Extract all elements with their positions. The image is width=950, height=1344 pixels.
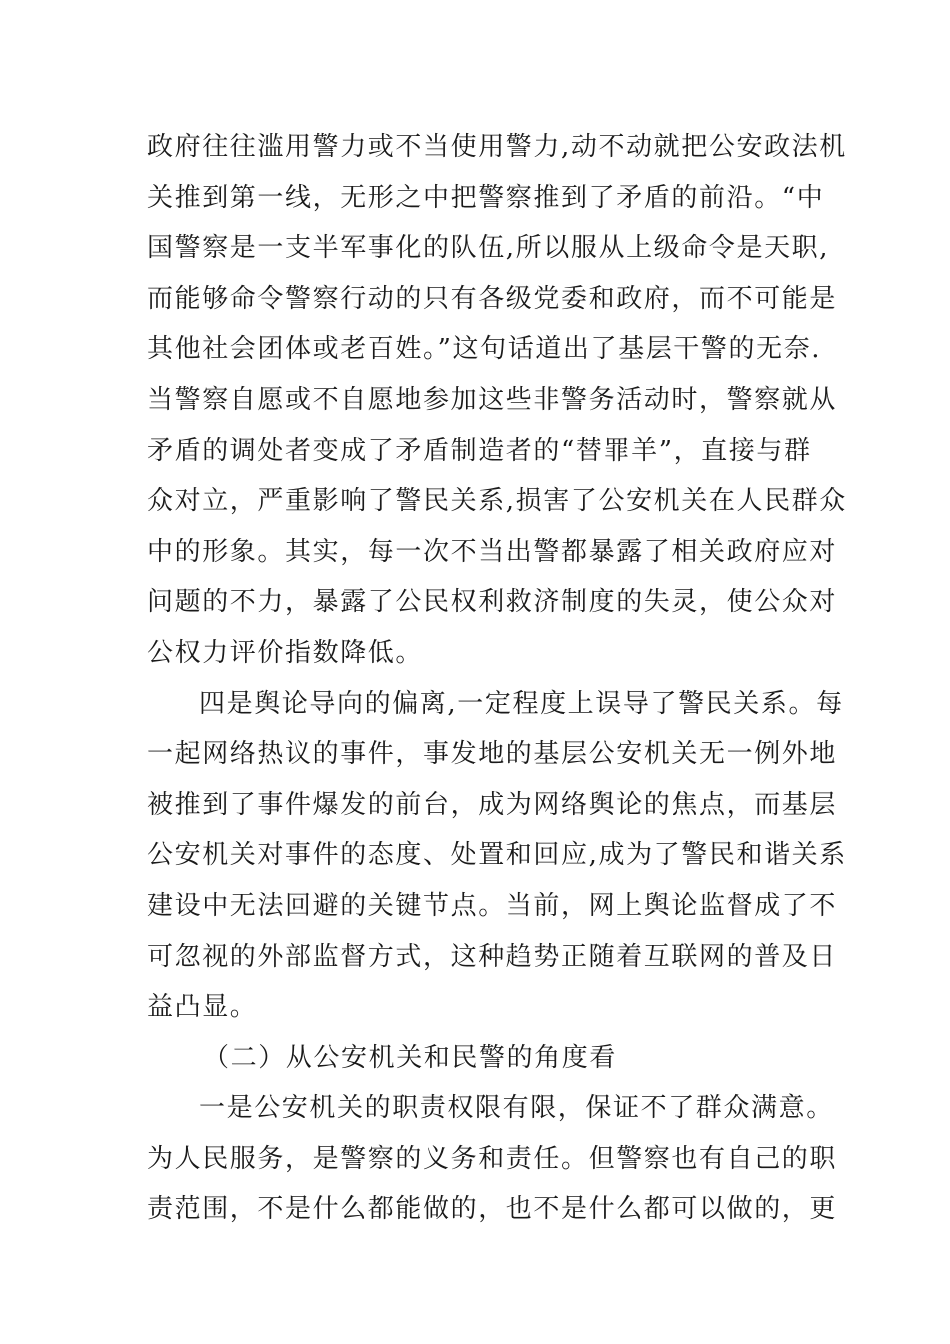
text-line: 可忽视的外部监督方式，这种趋势正随着互联网的普及日 — [147, 941, 838, 972]
text-line: 当警察自愿或不自愿地参加这些非警务活动时，警察就从 — [147, 384, 838, 415]
text-line: 被推到了事件爆发的前台，成为网络舆论的焦点，而基层 — [147, 789, 838, 820]
text-line: 建设中无法回避的关键节点。当前，网上舆论监督成了不 — [147, 890, 838, 921]
text-line: 一起网络热议的事件，事发地的基层公安机关无一例外地 — [147, 739, 838, 770]
text-line: 政府往往滥用警力或不当使用警力,动不动就把公安政法机 — [147, 132, 847, 162]
text-line: 益凸显。 — [147, 992, 258, 1023]
text-line: 中的形象。其实，每一次不当出警都暴露了相关政府应对 — [147, 536, 838, 567]
text-line: 而能够命令警察行动的只有各级党委和政府，而不可能是 — [147, 283, 838, 314]
text-line: 责范围，不是什么都能做的，也不是什么都可以做的，更 — [147, 1194, 838, 1225]
text-line: 公安机关对事件的态度、处置和回应,成为了警民和谐关系 — [147, 840, 847, 871]
text-line: 关推到第一线，无形之中把警察推到了矛盾的前沿。“中 — [147, 182, 825, 213]
text-line: 为人民服务，是警察的义务和责任。但警察也有自己的职 — [147, 1143, 838, 1174]
paragraph-first-line: 一是公安机关的职责权限有限，保证不了群众满意。 — [199, 1093, 834, 1124]
text-line: 公权力评价指数降低。 — [147, 637, 424, 668]
section-heading: （二）从公安机关和民警的角度看 — [203, 1042, 618, 1073]
text-line: 问题的不力，暴露了公民权利救济制度的失灵，使公众对 — [147, 587, 838, 618]
paragraph-first-line: 四是舆论导向的偏离,一定程度上误导了警民关系。每 — [199, 688, 844, 719]
body-text — [147, 122, 847, 1235]
text-line: 矛盾的调处者变成了矛盾制造者的“替罪羊”，直接与群 — [147, 435, 812, 466]
text-line: 众对立，严重影响了警民关系,损害了公安机关在人民群众 — [147, 486, 847, 517]
text-line: 其他社会团体或老百姓。”这句话道出了基层干警的无奈. — [147, 334, 822, 365]
text-line: 国警察是一支半军事化的队伍,所以服从上级命令是天职, — [147, 233, 830, 264]
